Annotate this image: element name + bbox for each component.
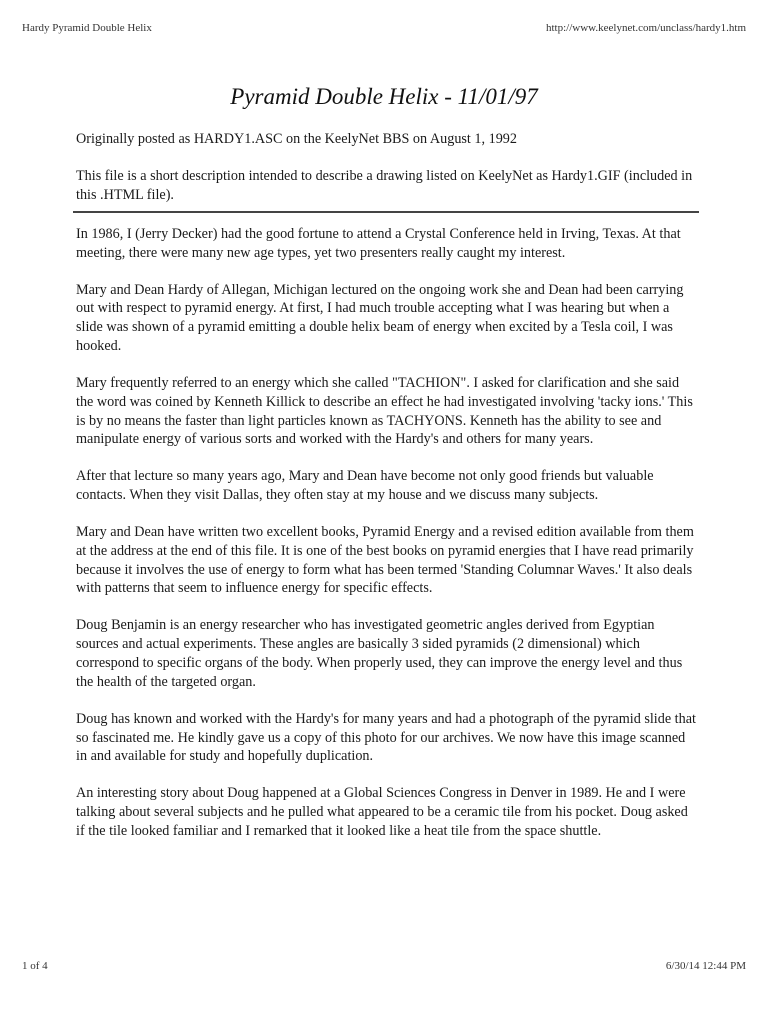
article-body <box>76 130 696 859</box>
body-paragraph: Doug Benjamin is an energy researcher who has investigated geometric angles derived from Egyptian sources and actual experiments. These angles are basically 3 sided pyramids (2 dimensional) which correspond to specific organs of the body. When properly used, they can improve the energy level and thus the health of the targeted organ. <box>76 617 683 690</box>
page-title: Pyramid Double Helix - 11/01/97 <box>230 84 538 109</box>
intro-paragraph: Originally posted as HARDY1.ASC on the KeelyNet BBS on August 1, 1992 <box>76 131 517 147</box>
horizontal-divider <box>73 211 699 213</box>
print-header-url: http://www.keelynet.com/unclass/hardy1.htm <box>546 22 746 34</box>
body-paragraph: Doug has known and worked with the Hardy's for many years and had a photograph of the pyramid slide that so fascinated me. He kindly gave us a copy of this photo for our archives. We now have this image scanned in and available for study and hopefully duplication. <box>76 710 696 765</box>
body-paragraph: Mary frequently referred to an energy which she called "TACHION". I asked for clarification and she said the word was coined by Kenneth Killick to describe an effect he had investigated involving 'tacky ions.' This is by no means the faster than light particles known as TACHYONS. Kenneth has the ability to see and manipulate energy of various sorts and worked with the Hardy's and others for many years. <box>76 374 693 448</box>
page-number: 1 of 4 <box>22 960 48 972</box>
body-paragraph: In 1986, I (Jerry Decker) had the good fortune to attend a Crystal Conference held in Irving, Texas. At that meeting, there were many new age types, yet two presenters really caught my interest. <box>76 225 681 261</box>
body-paragraph: Mary and Dean have written two excellent books, Pyramid Energy and a revised edition available from them at the address at the end of this file. It is one of the best books on pyramid energies that I have read primarily because it involves the use of energy to form what has been termed 'Standing Columnar Waves.' It also deals with patterns that seem to influence energy for specific effects. <box>76 524 694 597</box>
body-paragraph: Mary and Dean Hardy of Allegan, Michigan lectured on the ongoing work she and Dean had been carrying out with respect to pyramid energy. At first, I had much trouble accepting what I was hearing but when a slide was shown of a pyramid emitting a double helix beam of energy when excited by a Tesla coil, I was hooked. <box>76 281 684 354</box>
body-paragraph: An interesting story about Doug happened at a Global Sciences Congress in Denver in 1989. He and I were talking about several subjects and he pulled what appeared to be a ceramic tile from his pocket. Doug asked if the tile looked familiar and I remarked that it looked like a heat tile from the space shuttle. <box>76 785 688 839</box>
intro-paragraph: This file is a short description intended to describe a drawing listed on KeelyNet as Hardy1.GIF (included in this .HTML file). <box>76 167 693 203</box>
body-paragraph: After that lecture so many years ago, Mary and Dean have become not only good friends but valuable contacts. When they visit Dallas, they often stay at my house and we discuss many subjects. <box>76 468 654 504</box>
print-header-title: Hardy Pyramid Double Helix <box>22 22 152 34</box>
print-timestamp: 6/30/14 12:44 PM <box>665 960 746 972</box>
